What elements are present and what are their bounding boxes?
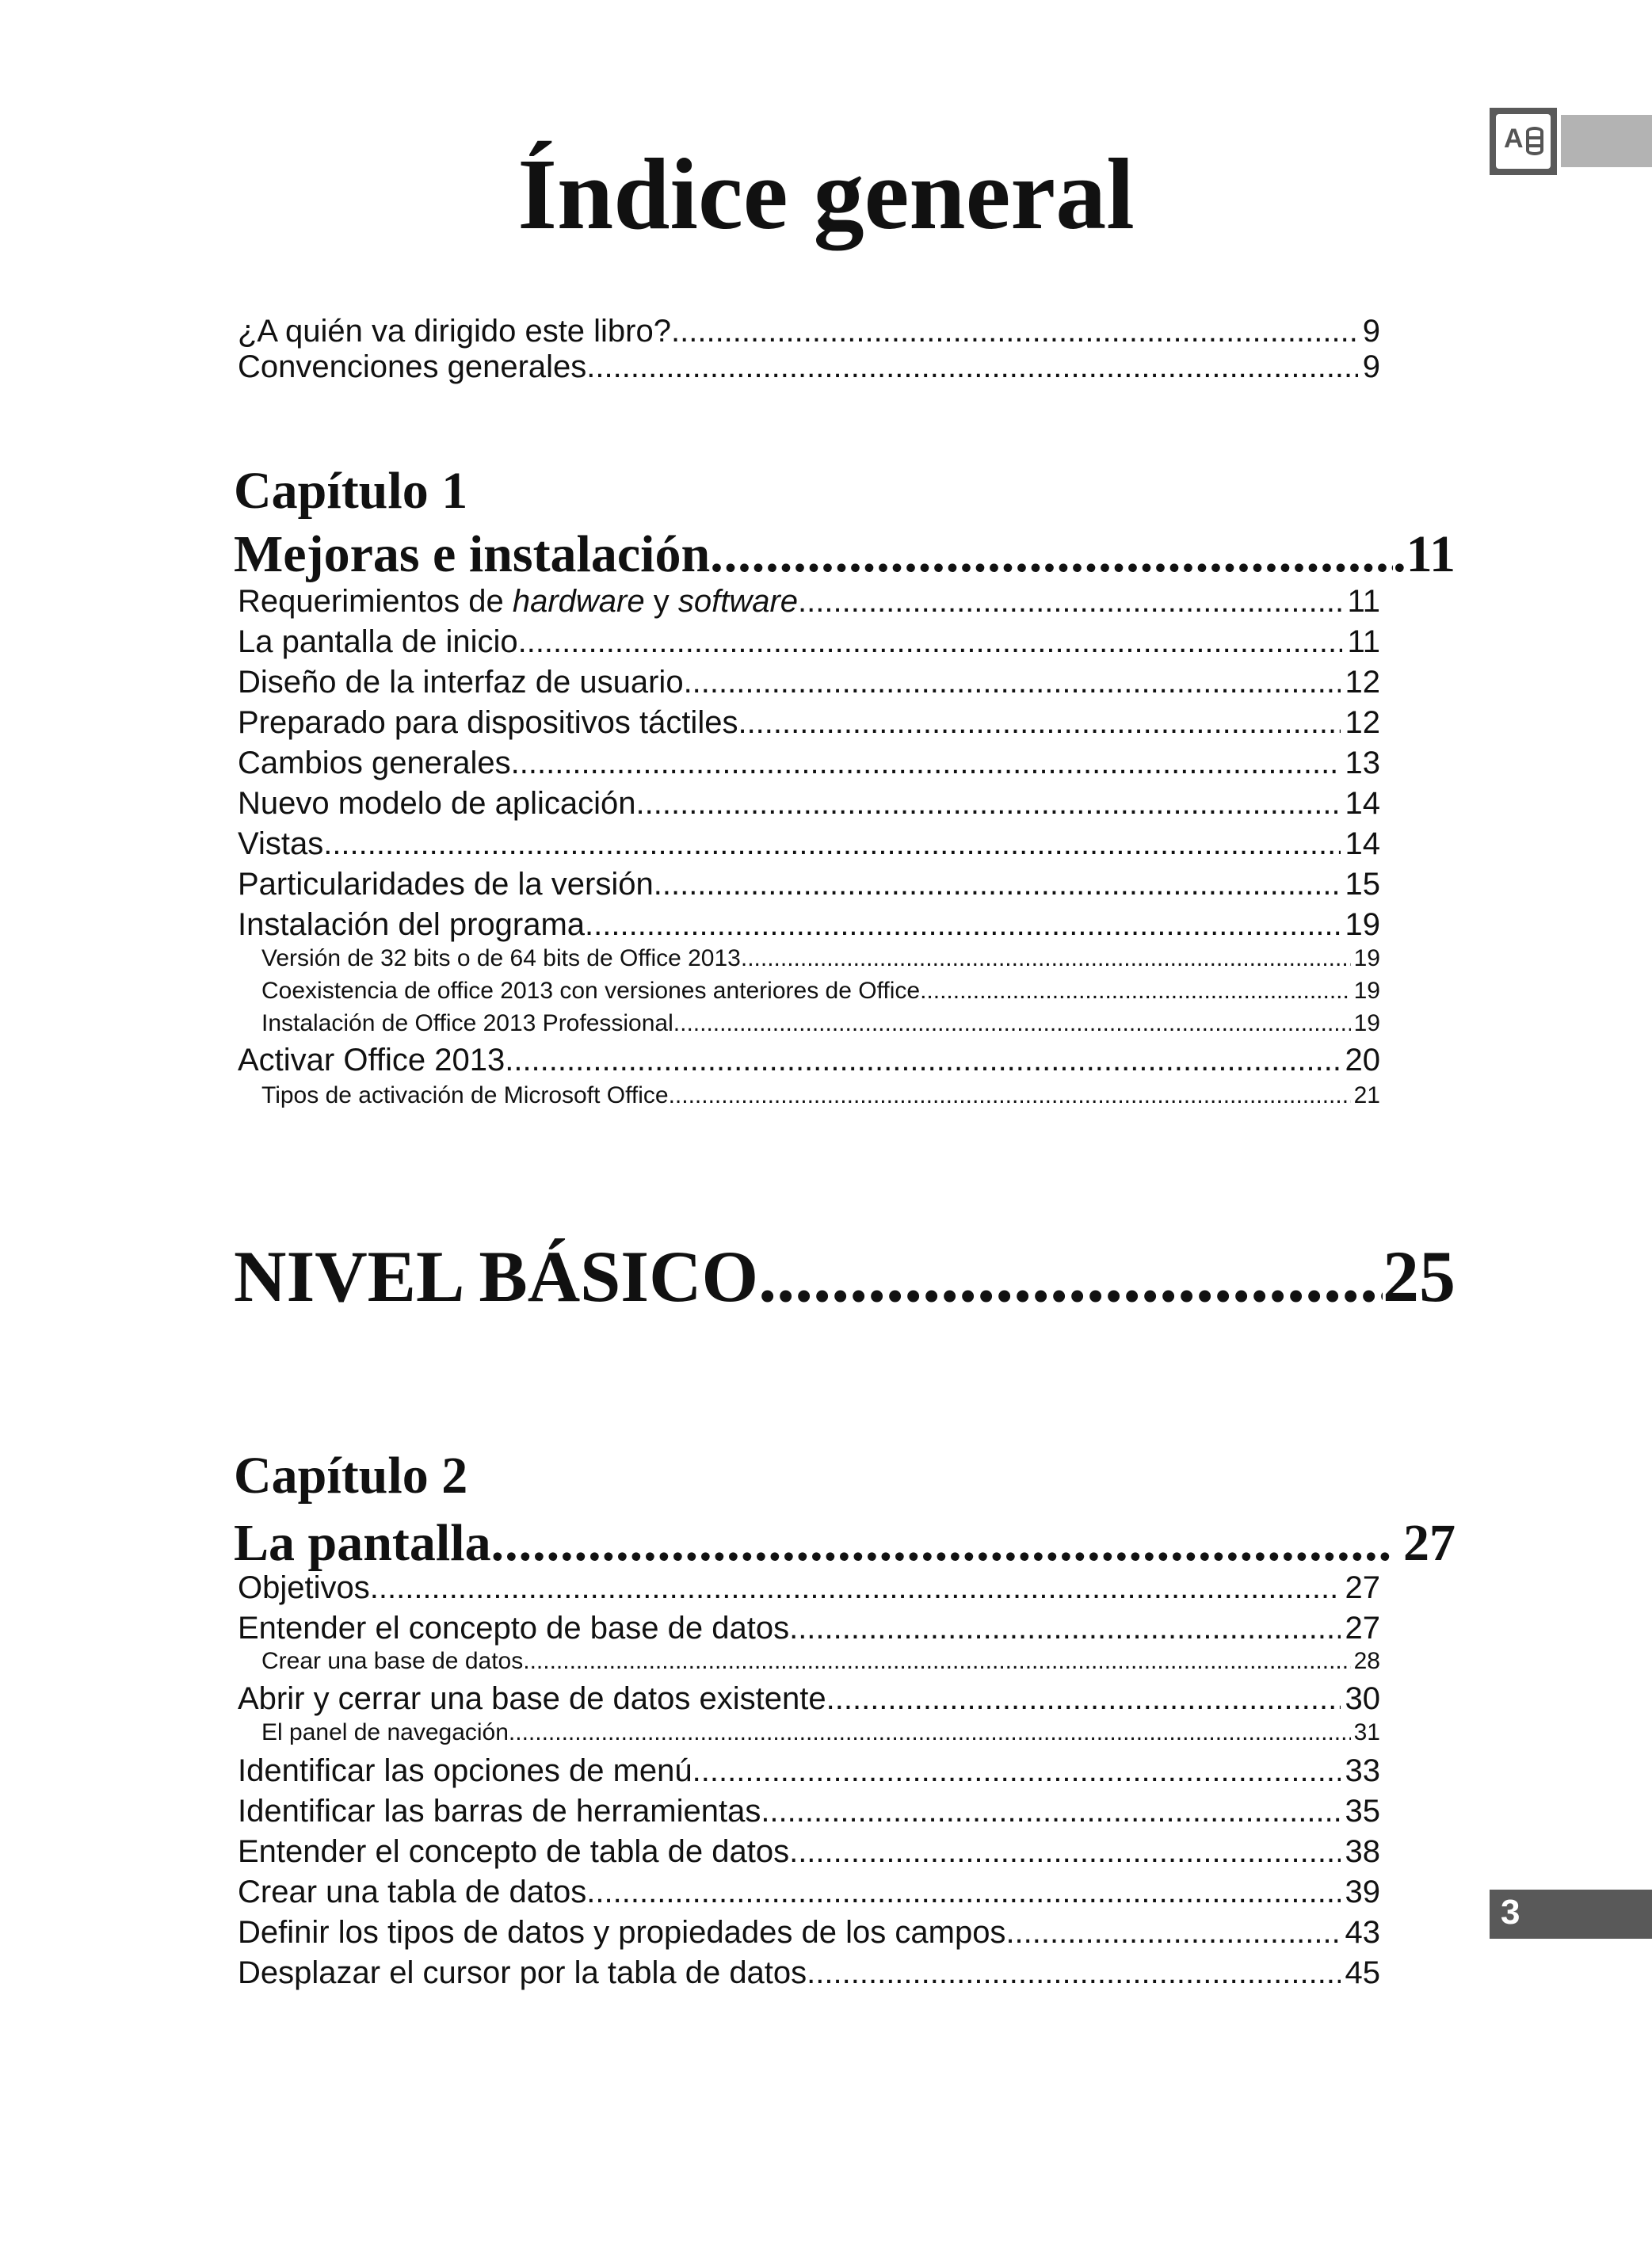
toc-entry[interactable]	[238, 1608, 1380, 1648]
toc-entry-page: 35	[1345, 1794, 1380, 1829]
toc-entry[interactable]	[238, 1791, 1380, 1831]
toc-entry[interactable]	[238, 743, 1380, 783]
toc-entry-title: La pantalla de inicio	[238, 624, 518, 659]
toc-leader	[758, 1233, 1383, 1320]
toc-entry[interactable]	[238, 1872, 1380, 1912]
toc-leader	[807, 1953, 1340, 1993]
chapter-page: 27	[1403, 1514, 1456, 1572]
toc-leader	[523, 1646, 1350, 1677]
toc-entry-page: 12	[1345, 705, 1380, 740]
toc-entry[interactable]	[238, 1040, 1380, 1080]
chapter-1-heading[interactable]	[234, 521, 1456, 588]
toc-entry-page: 19	[1353, 978, 1380, 1004]
toc-leader	[798, 582, 1342, 621]
toc-leader	[789, 1832, 1340, 1871]
toc-entry-page: 30	[1345, 1681, 1380, 1716]
toc-entry-title: Instalación del programa	[238, 907, 586, 942]
toc-entry-title: Nuevo modelo de aplicación	[238, 786, 636, 821]
toc-entry-title: Entender el concepto de tabla de datos	[238, 1834, 790, 1869]
toc-entry-title: Crear una tabla de datos	[238, 1875, 587, 1909]
toc-leader	[654, 864, 1341, 904]
toc-leader	[692, 1751, 1341, 1791]
page-number: 3	[1501, 1893, 1520, 1932]
toc-entry-page: 27	[1345, 1611, 1380, 1646]
toc-entry-title: Versión de 32 bits o de 64 bits de Office 2013	[261, 945, 741, 971]
toc-entry[interactable]	[238, 824, 1380, 864]
toc-entry-title: ¿A quién va dirigido este libro?	[238, 314, 671, 349]
toc-subentry[interactable]	[261, 1008, 1380, 1039]
toc-entry-title: Entender el concepto de base de datos	[238, 1611, 790, 1646]
chapter-1-label: Capítulo 1	[234, 462, 468, 520]
toc-entry[interactable]	[238, 311, 1380, 351]
toc-entry[interactable]	[238, 703, 1380, 742]
toc-subentry[interactable]	[261, 1080, 1380, 1112]
chapter-title: La pantalla	[234, 1514, 491, 1572]
toc-entry[interactable]	[238, 1832, 1380, 1871]
toc-entry-title: Requerimientos de hardware y software	[238, 584, 799, 619]
toc-entry[interactable]	[238, 1679, 1380, 1718]
chapter-2-label: Capítulo 2	[234, 1447, 468, 1505]
toc-entry-page: 19	[1353, 945, 1380, 971]
toc-entry-page: 9	[1362, 314, 1380, 349]
toc-entry-page: 45	[1345, 1955, 1380, 1990]
toc-entry-page: 9	[1362, 349, 1380, 384]
toc-entry-title: Abrir y cerrar una base de datos existente	[238, 1681, 826, 1716]
toc-leader	[738, 703, 1340, 742]
page-title: Índice general	[517, 138, 1135, 250]
toc-leader	[323, 824, 1340, 864]
toc-entry[interactable]	[238, 662, 1380, 702]
toc-entry-page: 19	[1353, 1010, 1380, 1036]
toc-entry-title: El panel de navegación	[261, 1719, 509, 1745]
toc-leader	[585, 905, 1340, 944]
level-title: NIVEL BÁSICO	[234, 1236, 759, 1317]
toc-leader	[920, 975, 1351, 1007]
toc-entry-title: Vistas	[238, 826, 324, 861]
toc-entry-title: Tipos de activación de Microsoft Office	[261, 1082, 669, 1108]
toc-leader	[511, 743, 1341, 783]
level-heading[interactable]	[234, 1233, 1456, 1320]
toc-entry-title: Preparado para dispositivos táctiles	[238, 705, 738, 740]
toc-entry-title: Cambios generales	[238, 746, 511, 780]
toc-entry-page: 13	[1345, 746, 1380, 780]
chapter-title: Mejoras e instalación	[234, 525, 711, 583]
toc-subentry[interactable]	[261, 975, 1380, 1007]
chapter-2-heading[interactable]	[234, 1510, 1456, 1577]
toc-entry-page: 14	[1345, 826, 1380, 861]
toc-entry-page: 19	[1345, 907, 1380, 942]
toc-leader	[789, 1608, 1340, 1648]
toc-entry-page: 43	[1345, 1915, 1380, 1950]
toc-entry-page: 39	[1345, 1875, 1380, 1909]
toc-leader	[741, 943, 1351, 975]
chapter-page: .11	[1393, 525, 1456, 583]
toc-entry[interactable]	[238, 622, 1380, 662]
level-page: 25	[1383, 1236, 1456, 1317]
toc-entry-title: Identificar las barras de herramientas	[238, 1794, 761, 1829]
toc-entry-page: 28	[1353, 1648, 1380, 1674]
access-logo-icon: A	[1496, 114, 1551, 169]
toc-leader	[505, 1040, 1340, 1080]
toc-entry-title: Crear una base de datos	[261, 1648, 524, 1674]
toc-leader	[491, 1510, 1394, 1577]
toc-leader	[671, 311, 1358, 351]
toc-entry-page: 11	[1347, 584, 1380, 619]
toc-entry-title: Activar Office 2013	[238, 1043, 506, 1078]
toc-entry[interactable]	[238, 1953, 1380, 1993]
toc-entry-page: 21	[1353, 1082, 1380, 1108]
toc-entry-title: Instalación de Office 2013 Professional	[261, 1010, 673, 1036]
toc-leader	[518, 622, 1343, 662]
toc-entry[interactable]	[238, 1913, 1380, 1952]
toc-leader	[586, 1872, 1340, 1912]
toc-entry-page: 38	[1345, 1834, 1380, 1869]
toc-entry-title: Objetivos	[238, 1570, 370, 1605]
toc-entry-page: 20	[1345, 1043, 1380, 1078]
toc-entry-page: 31	[1353, 1719, 1380, 1745]
toc-entry-page: 14	[1345, 786, 1380, 821]
toc-entry-page: 27	[1345, 1570, 1380, 1605]
toc-leader	[370, 1568, 1341, 1608]
toc-entry-title: Identificar las opciones de menú	[238, 1753, 692, 1788]
toc-entry[interactable]	[238, 347, 1380, 387]
toc-entry-page: 11	[1347, 624, 1380, 659]
page-number-tab	[1490, 1890, 1652, 1939]
toc-subentry[interactable]	[261, 1646, 1380, 1677]
toc-entry-title: Coexistencia de office 2013 con versiones anteriores de Office	[261, 978, 921, 1004]
toc-leader	[509, 1717, 1351, 1749]
toc-subentry[interactable]	[261, 943, 1380, 975]
toc-entry-title: Definir los tipos de datos y propiedades de los campos	[238, 1915, 1006, 1950]
toc-entry[interactable]	[238, 905, 1380, 944]
toc-subentry[interactable]	[261, 1717, 1380, 1749]
toc-entry-title: Convenciones generales	[238, 349, 587, 384]
toc-leader	[684, 662, 1341, 702]
toc-leader	[761, 1791, 1340, 1831]
toc-leader	[826, 1679, 1341, 1718]
toc-leader	[586, 347, 1357, 387]
toc-leader	[1005, 1913, 1340, 1952]
toc-entry[interactable]	[238, 1751, 1380, 1791]
toc-leader	[669, 1080, 1351, 1112]
toc-entry-title: Particularidades de la versión	[238, 867, 654, 902]
toc-entry[interactable]	[238, 1568, 1380, 1608]
toc-entry[interactable]	[238, 864, 1380, 904]
toc-entry-page: 12	[1345, 665, 1380, 700]
toc-entry-title: Diseño de la interfaz de usuario	[238, 665, 684, 700]
toc-entry-title: Desplazar el cursor por la tabla de datos	[238, 1955, 807, 1990]
toc-leader	[673, 1008, 1351, 1039]
toc-entry[interactable]	[238, 582, 1380, 621]
toc-leader	[710, 521, 1393, 588]
toc-leader	[636, 784, 1341, 823]
toc-entry-page: 15	[1345, 867, 1380, 902]
toc-entry[interactable]	[238, 784, 1380, 823]
toc-entry-page: 33	[1345, 1753, 1380, 1788]
